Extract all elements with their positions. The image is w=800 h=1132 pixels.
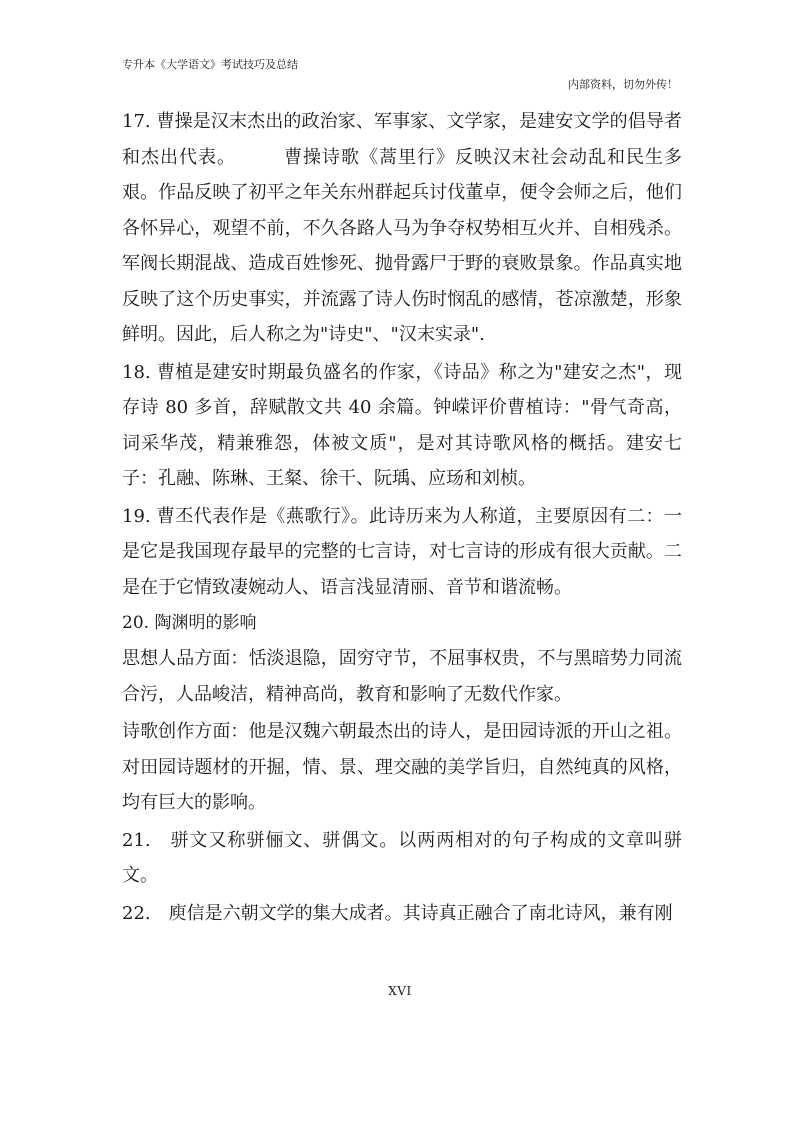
paragraph-18: 18. 曹植是建安时期最负盛名的作家，《诗品》称之为"建安之杰"，现存诗 80 多首，辞赋散文共 40 余篇。钟嵘评价曹植诗："骨气奇高，词采华茂，精兼雅怨，体被文质"，是对其诗歌风格的概括。建安七子：孔融、陈琳、王粲、徐干、阮瑀、应玚和刘桢。	[122, 361, 682, 489]
header-notice: 内部资料，切勿外传！	[568, 78, 678, 91]
body-text	[122, 104, 682, 931]
paragraph-22: 22. 庾信是六朝文学的集大成者。其诗真正融合了南北诗风，兼有刚	[122, 902, 673, 924]
paragraph-21: 21. 骈文又称骈俪文、骈偶文。以两两相对的句子构成的文章叫骈文。	[122, 829, 682, 886]
header-doc-title: 专升本《大学语文》考试技巧及总结	[122, 58, 298, 71]
paragraph-20-thought: 思想人品方面：恬淡退隐，固穷守节，不屈事权贵，不与黑暗势力同流合污，人品峻洁，精神高尚，教育和影响了无数代作家。	[122, 648, 682, 705]
paragraph-17: 17. 曹操是汉末杰出的政治家、军事家、文学家，是建安文学的倡导者和杰出代表。 曹操诗歌《蒿里行》反映汉末社会动乱和民生多艰。作品反映了初平之年关东州群起兵讨伐董卓，便令会师之后，他们各怀异心，观望不前，不久各路人马为争夺权势相互火并、自相残杀。军阀长期混战、造成百姓惨死、抛骨露尸于野的衰败景象。作品真实地反映了这个历史事实，并流露了诗人伤时悯乱的感情，苍凉激楚，形象鲜明。因此，后人称之为"诗史"、"汉末实录".	[122, 111, 682, 345]
paragraph-19: 19. 曹丕代表作是《燕歌行》。此诗历来为人称道，主要原因有二：一是它是我国现存最早的完整的七言诗，对七言诗的形成有很大贡献。二是在于它情致凄婉动人、语言浅显清丽、音节和谐流畅。	[122, 505, 682, 598]
paragraph-20-poetry: 诗歌创作方面：他是汉魏六朝最杰出的诗人，是田园诗派的开山之祖。对田园诗题材的开掘，情、景、理交融的美学旨归，自然纯真的风格，均有巨大的影响。	[122, 721, 682, 813]
paragraph-20-heading: 20. 陶渊明的影响	[122, 613, 257, 633]
page-number: XVI	[388, 984, 412, 998]
